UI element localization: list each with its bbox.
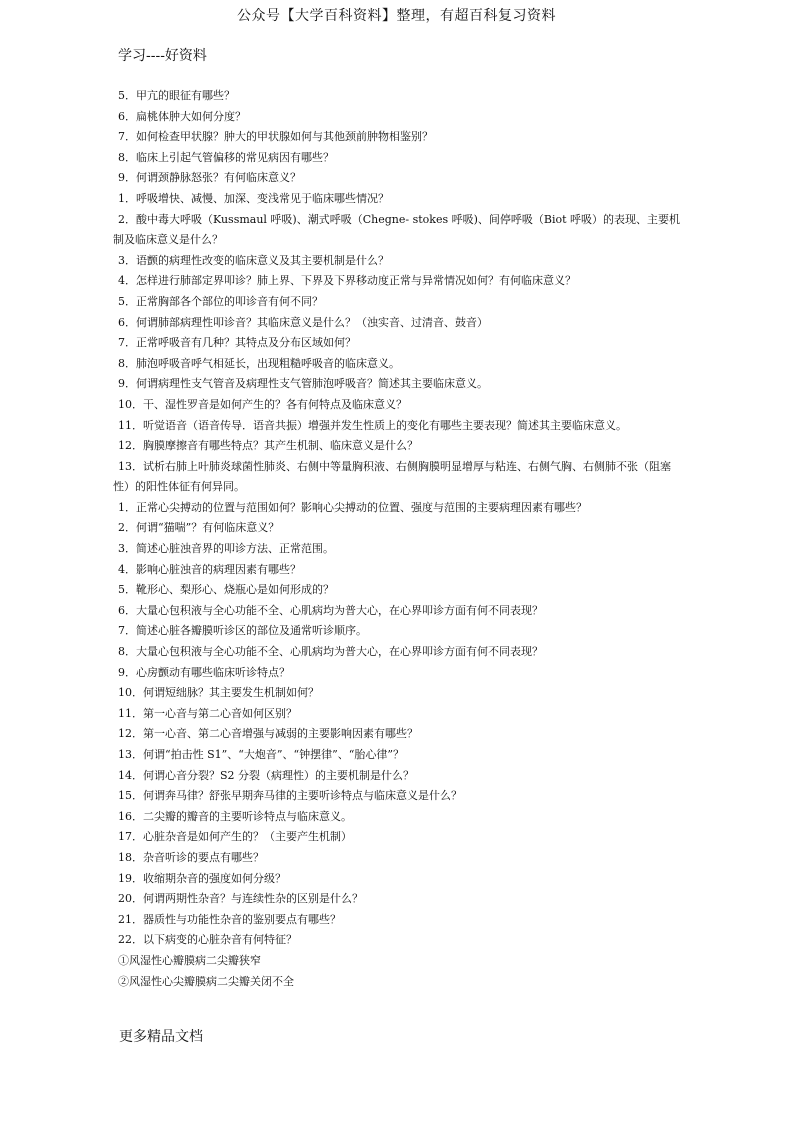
list-item: 6．何谓肺部病理性叩诊音？其临床意义是什么？（浊实音、过清音、鼓音） xyxy=(118,315,488,329)
list-item: 11．听觉语音（语音传导．语音共振）增强并发生性质上的变化有哪些主要表现？简述其主要临床意义。 xyxy=(118,418,627,432)
list-item: 10．干、湿性罗音是如何产生的？各有何特点及临床意义？ xyxy=(118,397,407,411)
list-item: ②风湿性心尖瓣膜病二尖瓣关闭不全 xyxy=(118,974,294,988)
list-item: 9．何谓病理性支气管音及病理性支气管肺泡呼吸音？简述其主要临床意义。 xyxy=(118,377,488,391)
list-item: 4．怎样进行肺部定界叩诊？肺上界、下界及下界移动度正常与异常情况如何？有何临床意义？ xyxy=(118,274,576,288)
list-item: 7．简述心脏各瓣膜听诊区的部位及通常听诊顺序。 xyxy=(118,624,367,638)
list-item: 22．以下病变的心脏杂音有何特征？ xyxy=(118,933,297,947)
page-subtitle: 学习----好资料 xyxy=(118,48,207,64)
list-item: 16．二尖瓣的瓣音的主要听诊特点与临床意义。 xyxy=(118,809,352,823)
list-item: 2．酸中毒大呼吸（Kussmaul 呼吸)、潮式呼吸（Chegne- stokes 呼吸)、间停呼吸（Biot 呼吸）的表现、主要机制及临床意义是什么？ xyxy=(113,212,681,247)
list-item: 20．何谓两期性杂音？与连续性杂的区别是什么？ xyxy=(118,892,363,906)
list-item: 13．何谓“拍击性 S1”、“大炮音”、“钟摆律”、“胎心律”？ xyxy=(118,748,405,761)
list-item: 5．甲亢的眼征有哪些？ xyxy=(118,89,235,102)
list-item: 21．器质性与功能性杂音的鉴别要点有哪些？ xyxy=(118,912,341,926)
list-item: 3．语颤的病理性改变的临床意义及其主要机制是什么？ xyxy=(118,253,389,267)
page-header: 公众号【大学百科资料】整理，有超百科复习资料 xyxy=(237,8,556,24)
list-item: 12．胸膜摩擦音有哪些特点？其产生机制、临床意义是什么？ xyxy=(118,439,418,453)
list-item: 17．心脏杂音是如何产生的？（主要产生机制） xyxy=(118,830,352,844)
list-item: 8．临床上引起气管偏移的常见病因有哪些？ xyxy=(118,150,334,164)
list-item: 6．大量心包积液与全心功能不全、心肌病均为普大心，在心界叩诊方面有何不同表现？ xyxy=(118,603,543,617)
list-item: 11．第一心音与第二心音如何区别？ xyxy=(118,706,297,720)
list-item: 7．如何检查甲状腺？肿大的甲状腺如何与其他颈前肿物相鉴别？ xyxy=(118,130,433,144)
list-item: 10．何谓短绌脉？其主要发生机制如何？ xyxy=(118,686,319,700)
list-item: 7．正常呼吸音有几种？其特点及分布区域如何？ xyxy=(118,336,356,350)
list-item: 2．何谓“猫喘”？有何临床意义？ xyxy=(118,521,280,535)
list-item: 12．第一心音、第二心音增强与减弱的主要影响因素有哪些？ xyxy=(118,727,418,741)
page-footer: 更多精品文档 xyxy=(119,1029,203,1045)
list-item: 8．肺泡呼吸音呼气相延长，出现粗糙呼吸音的临床意义。 xyxy=(118,356,400,370)
list-item: 4．影响心脏浊音的病理因素有哪些？ xyxy=(118,562,301,576)
list-item: 15．何谓奔马律？舒张早期奔马律的主要听诊特点与临床意义是什么？ xyxy=(118,789,462,803)
list-item: 9．何谓颈静脉怒张？有何临床意义？ xyxy=(118,171,301,185)
list-item: 5．靴形心、梨形心、烧瓶心是如何形成的？ xyxy=(118,583,334,597)
list-item: 14．何谓心音分裂？S2 分裂（病理性）的主要机制是什么？ xyxy=(118,768,415,782)
list-item: 5．正常胸部各个部位的叩诊音有何不同？ xyxy=(118,294,323,308)
list-item: 18．杂音听诊的要点有哪些？ xyxy=(118,850,264,864)
list-item: 8．大量心包积液与全心功能不全、心肌病均为普大心，在心界叩诊方面有何不同表现？ xyxy=(118,645,543,659)
list-item: 13．试析右肺上叶肺炎球菌性肺炎、右侧中等量胸积液、右侧胸膜明显增厚与粘连、右侧气胸、右侧肺不张（阻塞性）的阳性体征有何异同。 xyxy=(113,459,671,494)
question-list xyxy=(113,86,683,992)
list-item: 9．心房颤动有哪些临床听诊特点？ xyxy=(118,665,290,679)
list-item: 3．简述心脏浊音界的叩诊方法、正常范围。 xyxy=(118,542,334,556)
list-item: 1．正常心尖搏动的位置与范围如何？影响心尖搏动的位置、强度与范围的主要病理因素有哪些？ xyxy=(118,500,587,514)
list-item: ①风湿性心瓣膜病二尖瓣狭窄 xyxy=(118,953,261,967)
list-item: 19．收缩期杂音的强度如何分级？ xyxy=(118,871,286,885)
list-item: 1．呼吸增快、减慢、加深、变浅常见于临床哪些情况？ xyxy=(118,191,389,205)
list-item: 6．扁桃体肿大如何分度？ xyxy=(118,109,246,123)
